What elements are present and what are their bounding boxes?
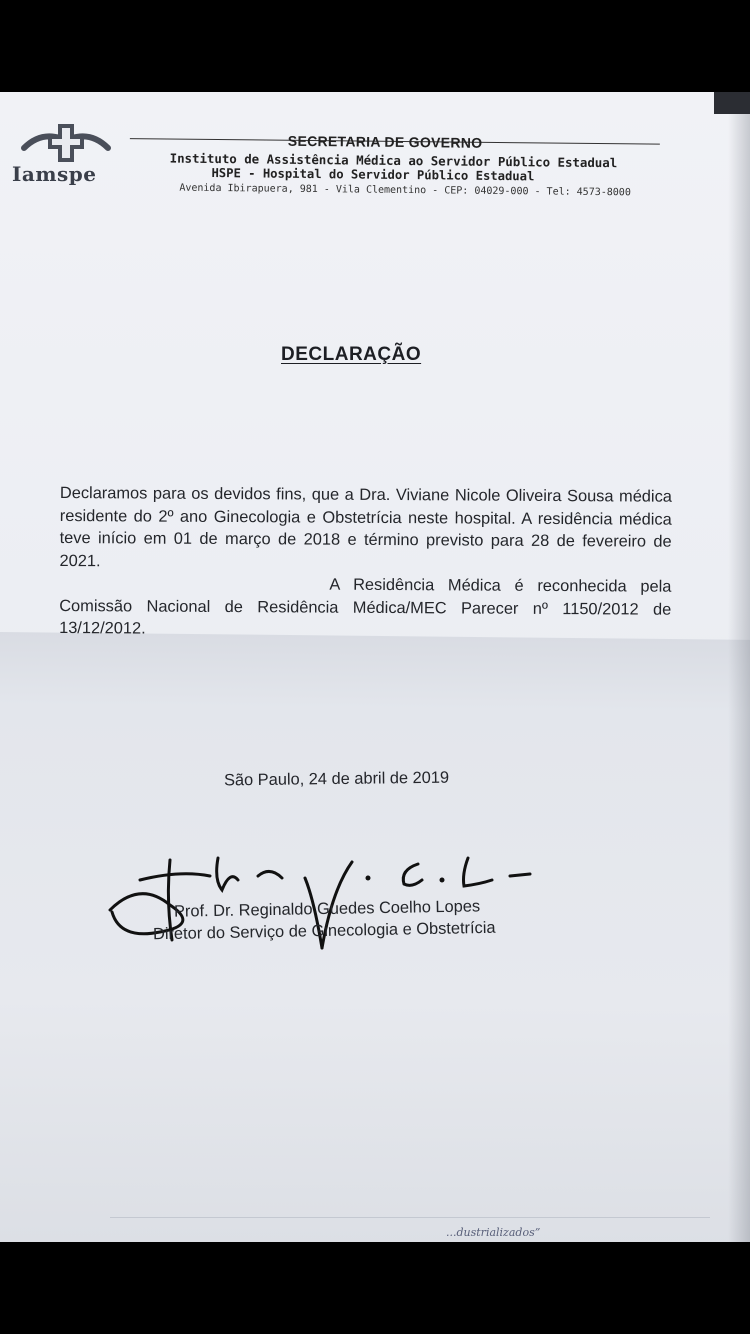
footer-rule (110, 1217, 710, 1218)
footer-partial-text: ...dustrializados” (446, 1226, 541, 1239)
letterhead-instituto: Instituto de Assistência Médica ao Servidor Público Estadual (169, 150, 618, 171)
letterhead-secretaria: SECRETARIA DE GOVERNO (287, 132, 483, 151)
declaration-paragraph-2: A Residência Médica é reconhecida pela Comissão Nacional de Residência Médica/MEC Parecer nº 1150/2012 de 13/12/2012. (59, 575, 672, 638)
letterhead-address: Avenida Ibirapuera, 981 - Vila Clementino - CEP: 04029-000 - Tel: 4573-8000 (179, 182, 631, 199)
document-photo (0, 92, 750, 1242)
signatory-name: Prof. Dr. Reginaldo Guedes Coelho Lopes (173, 897, 481, 921)
letterhead (120, 126, 680, 199)
signatory-role: Diretor do Serviço de Ginecologia e Obstetrícia (152, 918, 496, 944)
paper-edge-shadow (728, 92, 750, 1242)
letterhead-hospital: HSPE - Hospital do Servidor Público Estadual (211, 165, 535, 184)
document-title: DECLARAÇÃO (281, 344, 422, 365)
declaration-paragraph-1: Declaramos para os devidos fins, que a Dra. Viviane Nicole Oliveira Sousa médica residente do 2º ano Ginecologia e Obstetrícia neste hospital. A residência médica teve início em 01 de março de 2018 e término previsto para 28 de fevereiro de 2021. (59, 483, 672, 570)
iamspe-cross-logo-icon (20, 122, 112, 164)
iamspe-logo (12, 122, 122, 184)
background-corner (714, 92, 750, 114)
date-line: São Paulo, 24 de abril de 2019 (223, 768, 450, 790)
logo-text: Iamspe (12, 162, 97, 186)
declaration-body (59, 482, 672, 643)
